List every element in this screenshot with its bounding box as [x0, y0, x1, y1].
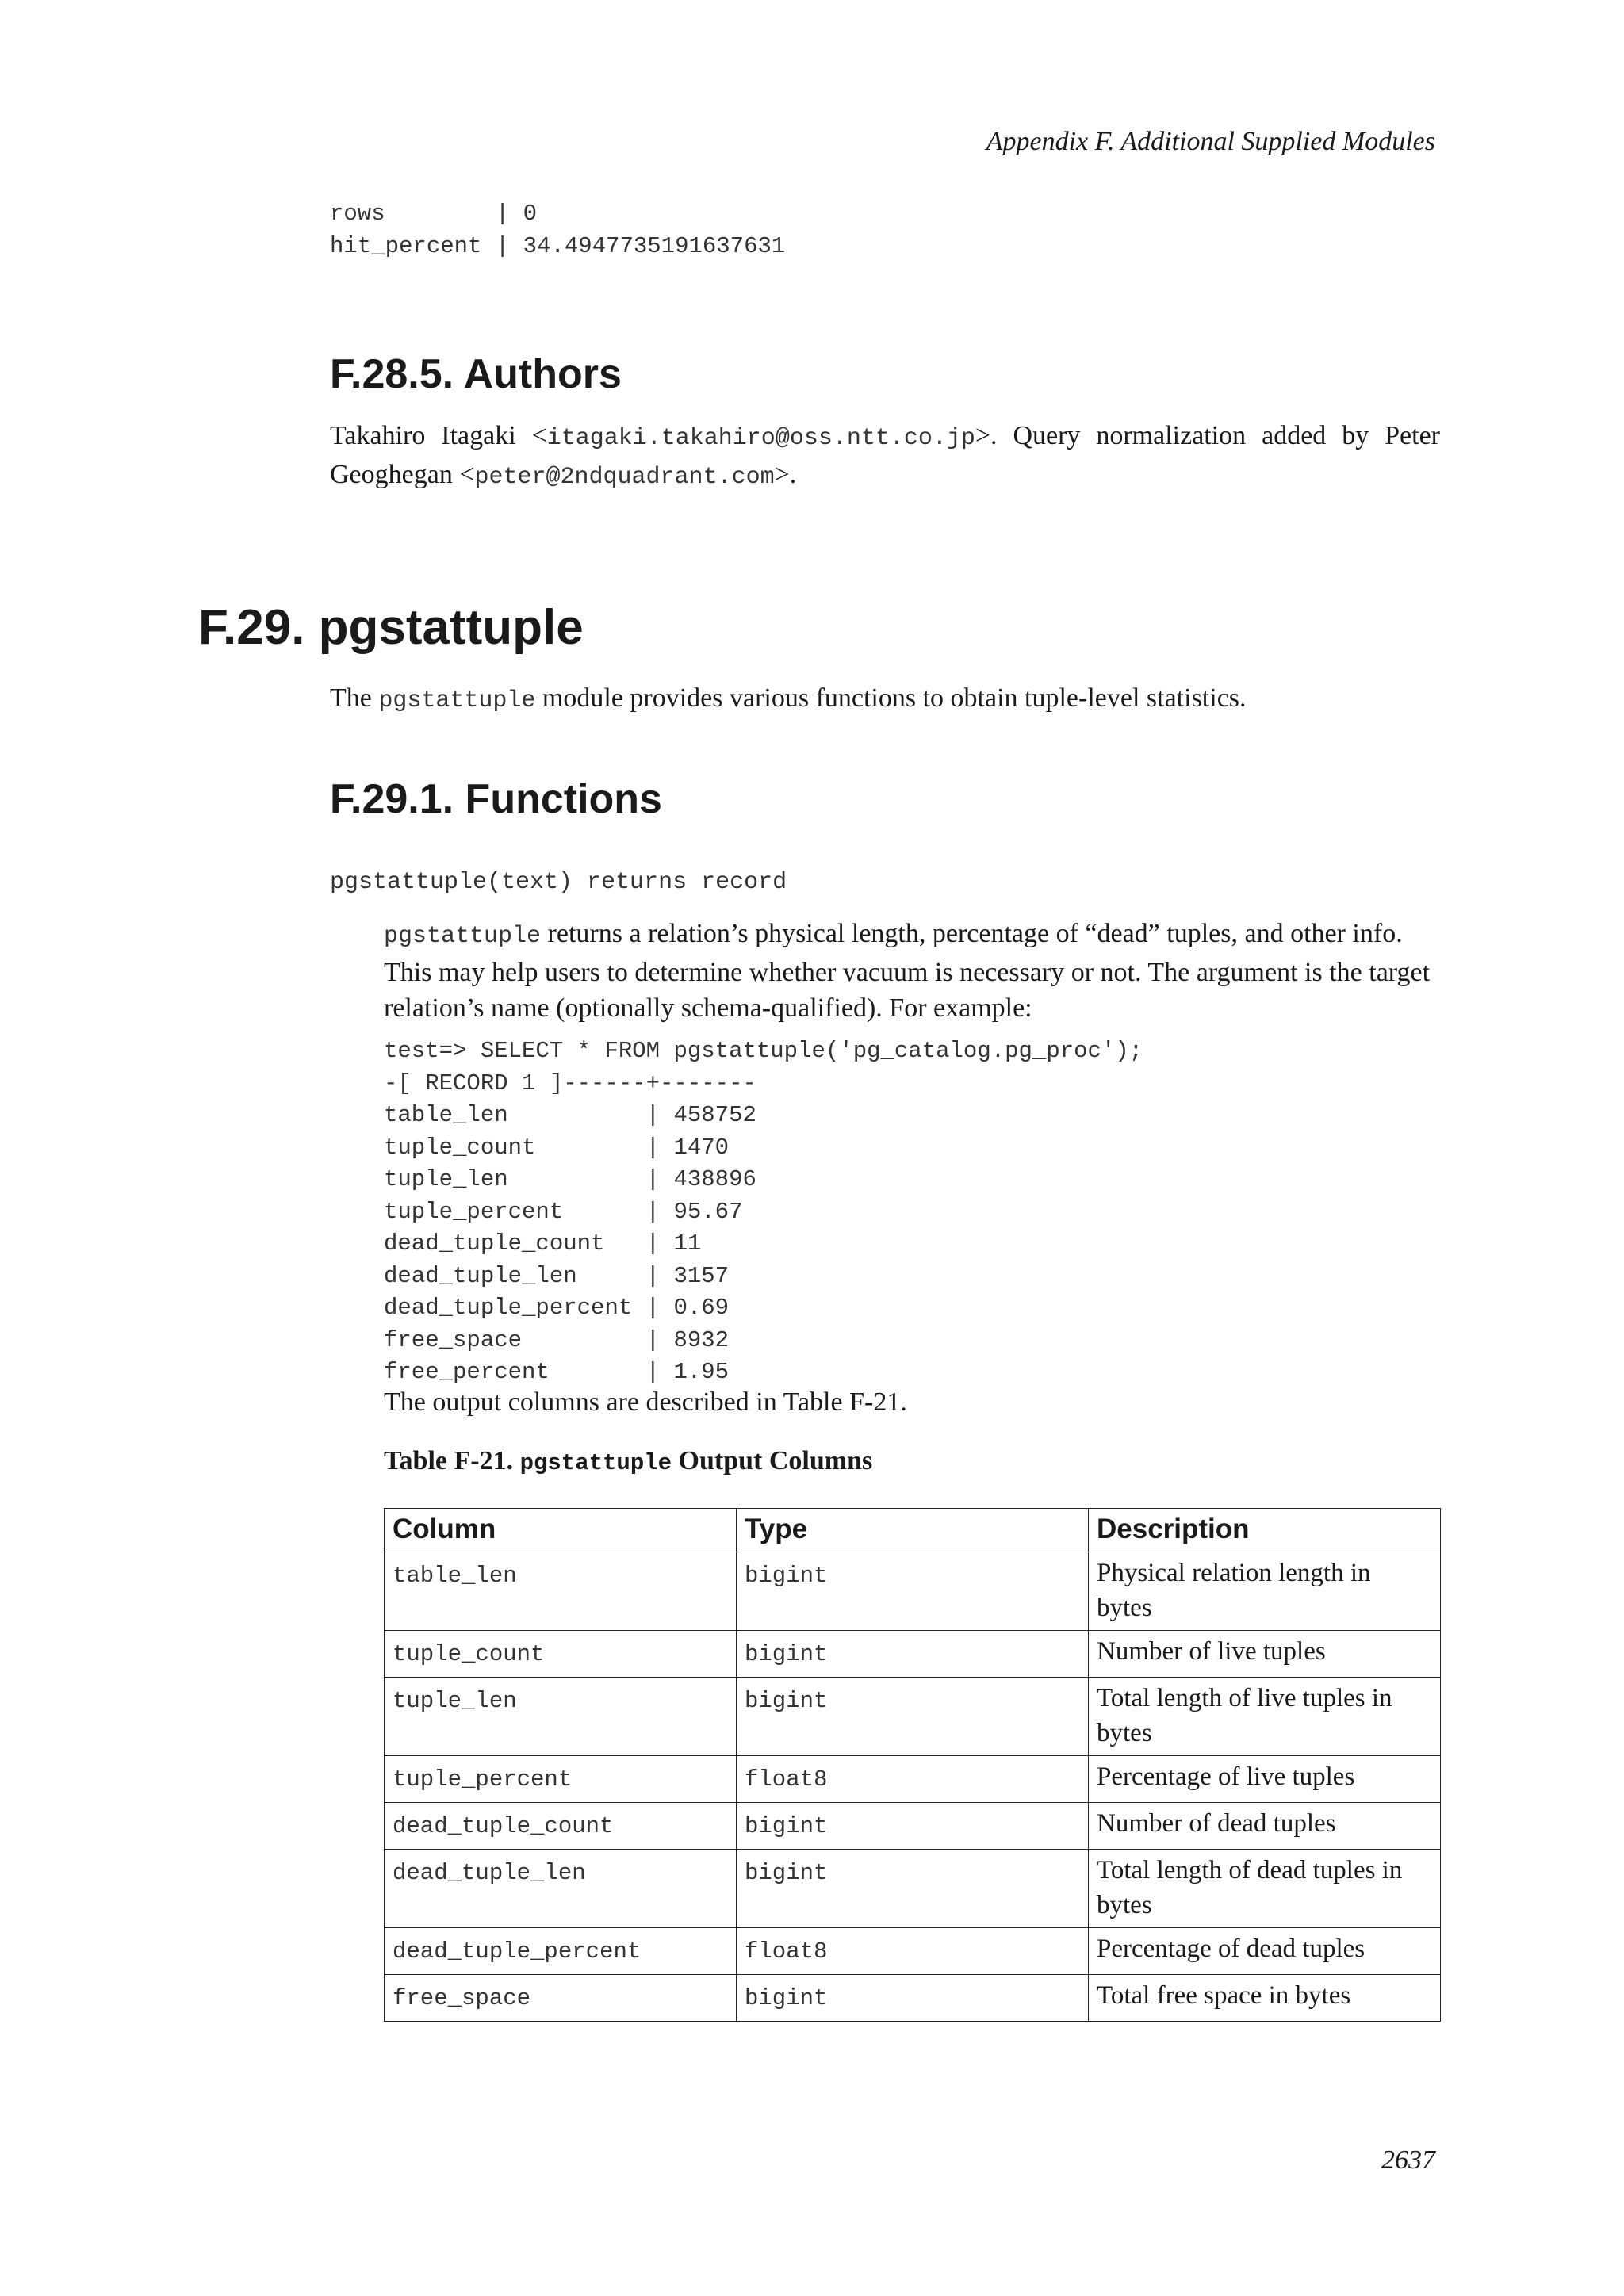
- cell-type: bigint: [737, 1975, 1089, 2022]
- cell-description: Total length of dead tuples in bytes: [1089, 1850, 1441, 1928]
- table-row: [385, 1756, 1441, 1803]
- module-intro: [330, 680, 1440, 719]
- cell-column: dead_tuple_len: [385, 1850, 737, 1928]
- cell-type: bigint: [737, 1850, 1089, 1928]
- section-heading-authors: F.28.5. Authors: [330, 351, 622, 397]
- desc-text: returns a relation’s physical length, percentage of “dead” tuples, and other info. This may help users to determine whether vacuum is necessary or not. The argument is the target relation’s name (optionally schema-qualified). For example:: [384, 919, 1431, 1023]
- caption-suffix: Output Columns: [672, 1446, 873, 1475]
- cell-column: tuple_percent: [385, 1756, 737, 1803]
- cell-description: Total length of live tuples in bytes: [1089, 1678, 1441, 1756]
- authors-paragraph: [330, 418, 1440, 496]
- intro-module-name: pgstattuple: [378, 687, 536, 714]
- cell-column: dead_tuple_percent: [385, 1928, 737, 1975]
- header-column: Column: [385, 1509, 737, 1552]
- cell-column: tuple_count: [385, 1631, 737, 1678]
- table-row: [385, 1850, 1441, 1928]
- table-row: [385, 1975, 1441, 2022]
- caption-prefix: Table F-21.: [384, 1446, 520, 1475]
- cell-description: Number of dead tuples: [1089, 1803, 1441, 1850]
- function-signature: pgstattuple(text) returns record: [330, 869, 787, 896]
- cell-column: table_len: [385, 1552, 737, 1631]
- email-itagaki: itagaki.takahiro@oss.ntt.co.jp: [546, 425, 975, 452]
- code-block-top: rows | 0 hit_percent | 34.4947735191637631: [330, 201, 786, 259]
- intro-text-2: module provides various functions to obtain tuple-level statistics.: [535, 683, 1247, 713]
- cell-description: Percentage of live tuples: [1089, 1756, 1441, 1803]
- cell-description: Percentage of dead tuples: [1089, 1928, 1441, 1975]
- function-description: [384, 916, 1440, 1026]
- table-caption: [384, 1446, 872, 1476]
- cell-column: tuple_len: [385, 1678, 737, 1756]
- cell-type: bigint: [737, 1631, 1089, 1678]
- cell-description: Number of live tuples: [1089, 1631, 1441, 1678]
- cell-column: dead_tuple_count: [385, 1803, 737, 1850]
- desc-function-name: pgstattuple: [384, 923, 542, 950]
- authors-text-1: Takahiro Itagaki <: [330, 421, 547, 450]
- caption-module-name: pgstattuple: [519, 1450, 672, 1476]
- cell-type: bigint: [737, 1803, 1089, 1850]
- chapter-heading-pgstattuple: F.29. pgstattuple: [198, 600, 584, 655]
- authors-text-2: >. Query normalization added by Peter Geoghegan <: [330, 421, 1440, 489]
- cell-description: Physical relation length in bytes: [1089, 1552, 1441, 1631]
- section-heading-functions: F.29.1. Functions: [330, 776, 662, 822]
- table-header-row: [385, 1509, 1441, 1552]
- authors-text-3: >.: [774, 460, 797, 489]
- table-row: [385, 1552, 1441, 1631]
- email-geoghegan: peter@2ndquadrant.com: [474, 464, 775, 491]
- running-header: Appendix F. Additional Supplied Modules: [986, 127, 1435, 156]
- table-row: [385, 1928, 1441, 1975]
- header-type: Type: [737, 1509, 1089, 1552]
- cell-type: float8: [737, 1928, 1089, 1975]
- page-number: 2637: [1381, 2145, 1435, 2175]
- intro-text-1: The: [330, 683, 379, 713]
- cell-description: Total free space in bytes: [1089, 1975, 1441, 2022]
- example-code-block: test=> SELECT * FROM pgstattuple('pg_catalog.pg_proc'); -[ RECORD 1 ]------+------- table_len | 458752 tuple_count | 1470 tuple_len | 438896 tuple_percent | 95.67 dead_tuple_count | 11 dead_tuple_len | 3157 dead_tuple_percent | 0.69 free_space | 8932 free_percent | 1.95: [384, 1038, 1143, 1385]
- output-columns-table: [384, 1508, 1441, 2022]
- table-row: [385, 1678, 1441, 1756]
- cell-type: float8: [737, 1756, 1089, 1803]
- table-row: [385, 1803, 1441, 1850]
- cell-column: free_space: [385, 1975, 737, 2022]
- cell-type: bigint: [737, 1552, 1089, 1631]
- cell-type: bigint: [737, 1678, 1089, 1756]
- header-description: Description: [1089, 1509, 1441, 1552]
- example-followup: The output columns are described in Table F-21.: [384, 1387, 907, 1417]
- table-row: [385, 1631, 1441, 1678]
